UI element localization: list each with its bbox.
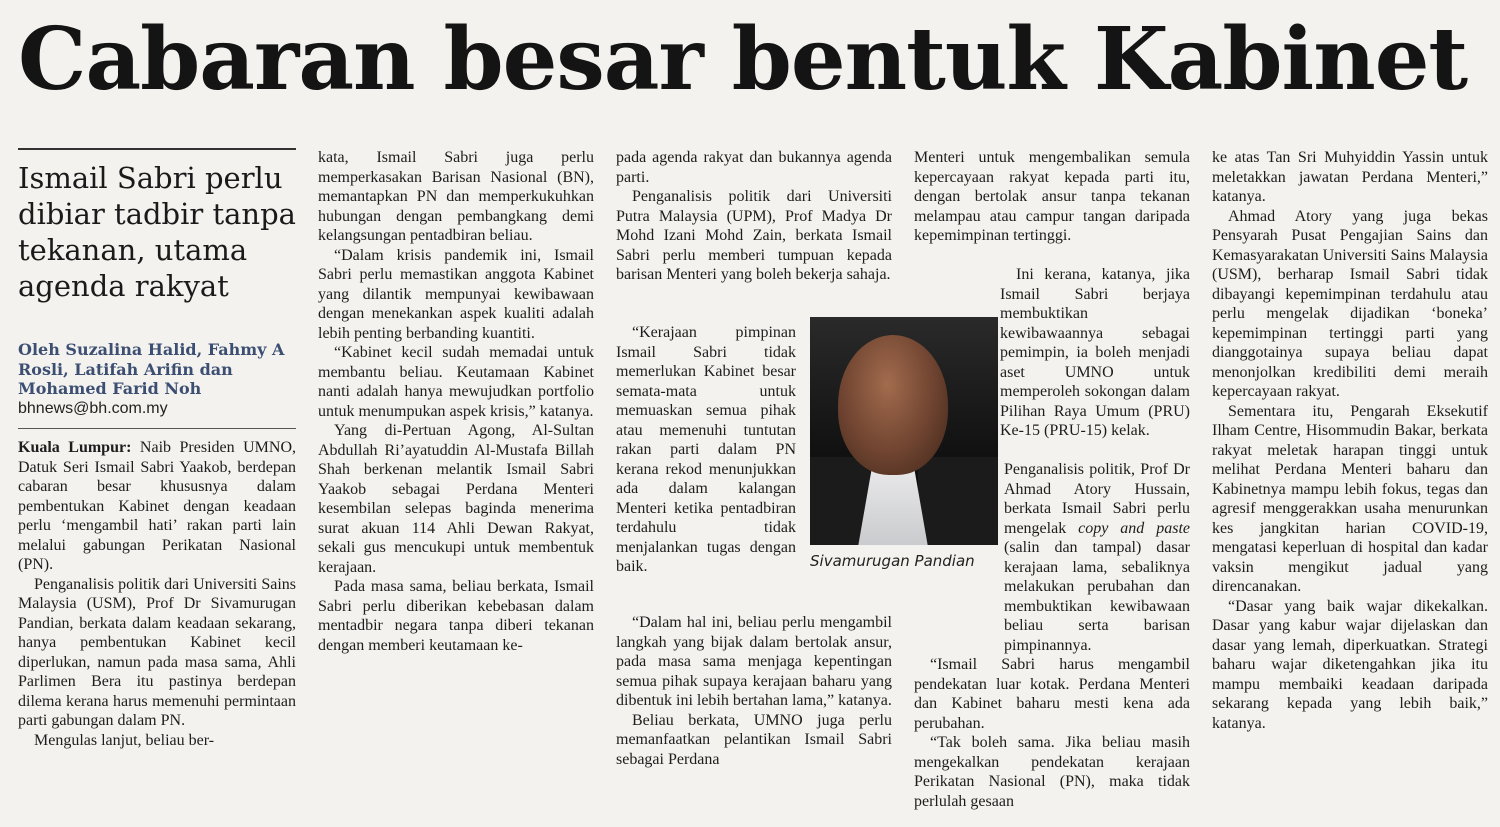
paragraph: Sementara itu, Pengarah Eksekutif Ilham Centre, Hisommudin Bakar, berkata rakyat meletak harapan tinggi untuk melihat Perdana Menteri baharu dan Kabinetnya mampu lebih fokus, tegas dan agresif menggerakkan usaha menurunkan kes jangkitan harian COVID-19, mengatasi keperluan di hospital dan kadar vaksin mengikut jadual yang direncanakan. [1212,402,1488,595]
article-column-4-bottom [914,460,1190,811]
headline: Cabaran besar bentuk Kabinet [18,9,1468,110]
article-column-5 [1212,148,1488,733]
paragraph: Ahmad Atory yang juga bekas Pensyarah Pusat Pengajian Sains dan Kemasyarakatan Universiti Sains Malaysia (USM), berharap Ismail Sabri tidak dibayangi kepemimpinan terdahulu atau perlu mengelak dijadikan ‘boneka’ kepemimpinan tertinggi parti yang dianggotainya supaya beliau dapat menonjolkan kredibiliti demi meraih kepercayaan rakyat. [1212,207,1488,400]
paragraph [914,460,1190,655]
paragraph: “Dalam hal ini, beliau perlu mengambil langkah yang bijak dalam bertolak ansur, pada masa sama menjaga kepentingan semua pihak supaya kerajaan baharu yang dibentuk ini lebih bertahan lama,” katanya. [616,614,892,709]
paragraph: pada agenda rakyat dan bukannya agenda parti. [616,149,892,186]
paragraph: “Tak boleh sama. Jika beliau masih mengekalkan pendekatan kerajaan Perikatan Nasional (PN), maka tidak perlulah gesaan [914,734,1190,810]
paragraph [18,438,296,575]
article-column-4-wrap [1000,265,1190,441]
deck-subheading: Ismail Sabri perlu dibiar tadbir tanpa tekanan, utama agenda rakyat [18,161,296,303]
paragraph: Ini kerana, katanya, jika Ismail Sabri berjaya membuktikan kewibawaannya sebagai pemimpin, ia boleh menjadi aset UMNO untuk memperoleh sokongan dalam Pilihan Raya Umum (PRU) Ke-15 (PRU-15) kelak. [1000,266,1190,439]
paragraph-text: Penganalisis politik, Prof Dr Ahmad Atory Hussain, berkata Ismail Sabri perlu mengelak [1004,461,1190,537]
italic-phrase: copy and paste [1078,519,1190,537]
column-rule [18,148,296,150]
paragraph: “Kerajaan pimpinan Ismail Sabri tidak memerlukan Kabinet besar semata-mata untuk memuaskan semua pihak atau memenuhi tuntutan rakan parti dalam PN kerana rekod menunjukkan ada dalam kalangan Menteri ketika pentadbiran terdahulu tidak menjalankan tugas dengan baik. [616,324,796,575]
paragraph: Menteri untuk mengembalikan semula kepercayaan rakyat kepada parti itu, dengan bertolak ansur tanpa tekanan melampau atau campur tangan daripada kepemimpinan tertinggi. [914,149,1190,244]
article-column-3-wrap [616,323,796,577]
paragraph: Beliau berkata, UMNO juga perlu memanfaatkan pelantikan Ismail Sabri sebagai Perdana [616,711,892,768]
paragraph: “Kabinet kecil sudah memadai untuk membantu beliau. Keutamaan Kabinet nanti adalah hanya mewujudkan portfolio untuk menumpukan aspek krisis,” katanya. [318,344,594,420]
article-column-3-bottom [616,613,892,769]
article-column-3-top [616,148,892,285]
article-column-2 [318,148,594,655]
byline: Oleh Suzalina Halid, Fahmy A Rosli, Latifah Arifin dan Mohamed Farid Noh [18,340,285,398]
paragraph-text: Naib Presiden UMNO, Datuk Seri Ismail Sabri Yaakob, berdepan cabaran besar khususnya dalam pembentukan Kabinet dengan keadaan perlu ‘mengambil hati’ rakan parti lain melalui gabungan Perikatan Nasional (PN). [18,439,297,573]
author-email[interactable]: bhnews@bh.com.my [18,400,168,417]
paragraph: kata, Ismail Sabri juga perlu memperkasakan Barisan Nasional (BN), memantapkan PN dan memperkukuhkan hubungan dengan pembangkang demi kelangsungan pentadbiran beliau. [318,149,594,244]
paragraph: “Dalam krisis pandemik ini, Ismail Sabri perlu memastikan anggota Kabinet yang dilantik mempunyai kewibawaan dengan menekankan aspek kualiti adalah lebih penting berbanding kuantiti. [318,246,594,342]
dateline: Kuala Lumpur: [18,439,132,456]
paragraph: ke atas Tan Sri Muhyiddin Yassin untuk meletakkan jawatan Perdana Menteri,” katanya. [1212,149,1488,205]
paragraph: Pada masa sama, beliau berkata, Ismail Sabri perlu diberikan kebebasan dalam mentadbir negara tanpa diberi tekanan dengan memberi keutamaan ke- [318,578,594,654]
byline-divider [18,428,296,429]
photo-head [838,335,948,475]
article-column-1 [18,438,296,750]
paragraph-text: (salin dan tampal) dasar kerajaan lama, sebaliknya melakukan perubahan dan membuktikan kewibawaan beliau serta barisan pimpinannya. [1004,539,1190,654]
paragraph: Mengulas lanjut, beliau ber- [34,731,215,749]
paragraph: “Ismail Sabri harus mengambil pendekatan luar kotak. Perdana Menteri dan Kabinet baharu mesti kena ada perubahan. [914,656,1190,732]
photo-caption: Sivamurugan Pandian [810,552,975,570]
paragraph: “Dasar yang baik wajar dikekalkan. Dasar yang kabur wajar dijelaskan dan dasar yang lemah, diperkuatkan. Strategi baharu wajar diketengahkan jika itu mampu membaiki keadaan daripada sekarang kepada yang lebih baik,” katanya. [1212,597,1488,732]
article-column-4-top [914,148,1190,246]
paragraph: Yang di-Pertuan Agong, Al-Sultan Abdullah Ri’ayatuddin Al-Mustafa Billah Shah berkenan melantik Ismail Sabri Yaakob sebagai Perdana Menteri kesembilan selepas baginda menerima surat akuan 114 Ahli Dewan Rakyat, sekali gus mencukupi untuk membentuk kerajaan. [318,422,594,576]
paragraph: Penganalisis politik dari Universiti Putra Malaysia (UPM), Prof Madya Dr Mohd Izani Mohd Zain, berkata Ismail Sabri perlu memberi tumpuan kepada barisan Menteri yang boleh bekerja sahaja. [616,188,892,283]
paragraph: Penganalisis politik dari Universiti Sains Malaysia (USM), Prof Dr Sivamurugan Pandian, berkata dalam keadaan sekarang, hanya pembentukan Kabinet kecil diperlukan, namun pada masa sama, Ahli Parlimen Bera itu pastinya berdepan dilema kerana harus memenuhi permintaan parti gabungan dalam PN. [18,575,296,729]
